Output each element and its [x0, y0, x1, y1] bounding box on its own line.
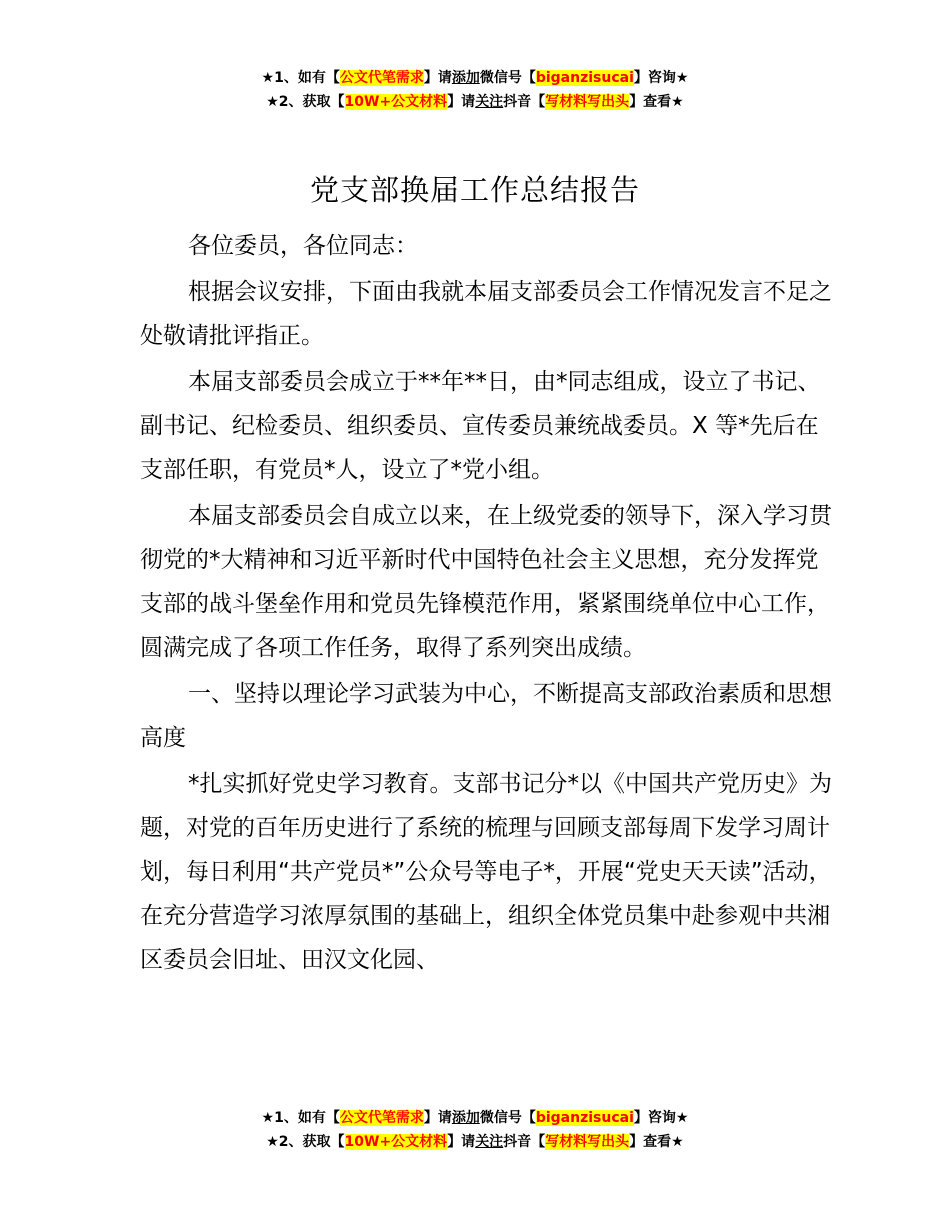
body-paragraph: 本届支部委员会成立于**年**日，由*同志组成，设立了书记、副书记、纪检委员、组织委员、宣传委员兼统战委员。X 等*先后在支部任职，有党员*人，设立了*党小组。: [140, 369, 821, 483]
banner-text: ★2、获取【: [266, 94, 345, 110]
banner-text: ★1、如有【: [261, 70, 340, 86]
banner-text: 微信号【: [479, 70, 536, 86]
banner-line-1: [0, 66, 950, 90]
body-paragraph: 根据会议安排，下面由我就本届支部委员会工作情况发言不足之处敬请批评指正。: [140, 279, 832, 349]
banner-line-1: [0, 1106, 950, 1130]
banner-text: 】咨询★: [633, 1110, 689, 1126]
banner-text: 】查看★: [629, 1134, 684, 1150]
banner-text: 抖音【: [503, 94, 546, 110]
banner-highlight: 公文代笔需求: [339, 70, 424, 86]
section-heading: 一、坚持以理论学习武装为中心，不断提高支部政治素质和思想高度: [140, 681, 832, 751]
banner-highlight: biganzisucai: [535, 70, 634, 86]
banner-underlined: 添加: [451, 70, 480, 86]
banner-highlight: 公文代笔需求: [339, 1110, 424, 1126]
header-banner: [0, 66, 950, 114]
body-paragraph: *扎实抓好党史学习教育。支部书记分*以《中国共产党历史》为题，对党的百年历史进行了系统的梳理与回顾支部每周下发学习周计划，每日利用“共产党员*”公众号等电子*，开展“党史天天读”活动，在充分营造学习浓厚氛围的基础上，组织全体党员集中赴参观中共湘区委员会旧址、田汉文化园、: [140, 771, 832, 973]
banner-text: 】咨询★: [633, 70, 689, 86]
banner-text: 抖音【: [503, 1134, 546, 1150]
banner-text: 】请: [423, 70, 452, 86]
banner-text: 微信号【: [479, 1110, 536, 1126]
banner-line-2: [0, 1130, 950, 1154]
document-body: [140, 224, 840, 982]
document-title: 党支部换届工作总结报告: [309, 173, 640, 207]
banner-text: 】查看★: [629, 94, 684, 110]
salutation-paragraph: 各位委员，各位同志：: [188, 233, 418, 259]
banner-underlined: 添加: [451, 1110, 480, 1126]
footer-banner: [0, 1106, 950, 1154]
banner-text: 】请: [447, 94, 476, 110]
banner-highlight: 10W+公文材料: [344, 94, 448, 110]
banner-highlight: 写材料写出头: [545, 1134, 630, 1150]
banner-line-2: [0, 90, 950, 114]
banner-highlight: biganzisucai: [535, 1110, 634, 1126]
banner-text: ★2、获取【: [266, 1134, 345, 1150]
banner-highlight: 写材料写出头: [545, 94, 630, 110]
banner-text: 】请: [447, 1134, 476, 1150]
banner-highlight: 10W+公文材料: [344, 1134, 448, 1150]
banner-underlined: 关注: [475, 94, 504, 110]
banner-underlined: 关注: [475, 1134, 504, 1150]
banner-text: ★1、如有【: [261, 1110, 340, 1126]
body-paragraph: 本届支部委员会自成立以来，在上级党委的领导下，深入学习贯彻党的*大精神和习近平新时代中国特色社会主义思想，充分发挥党支部的战斗堡垒作用和党员先锋模范作用，紧紧围绕单位中心工作，圆满完成了各项工作任务，取得了系列突出成绩。: [140, 503, 832, 661]
banner-text: 】请: [423, 1110, 452, 1126]
